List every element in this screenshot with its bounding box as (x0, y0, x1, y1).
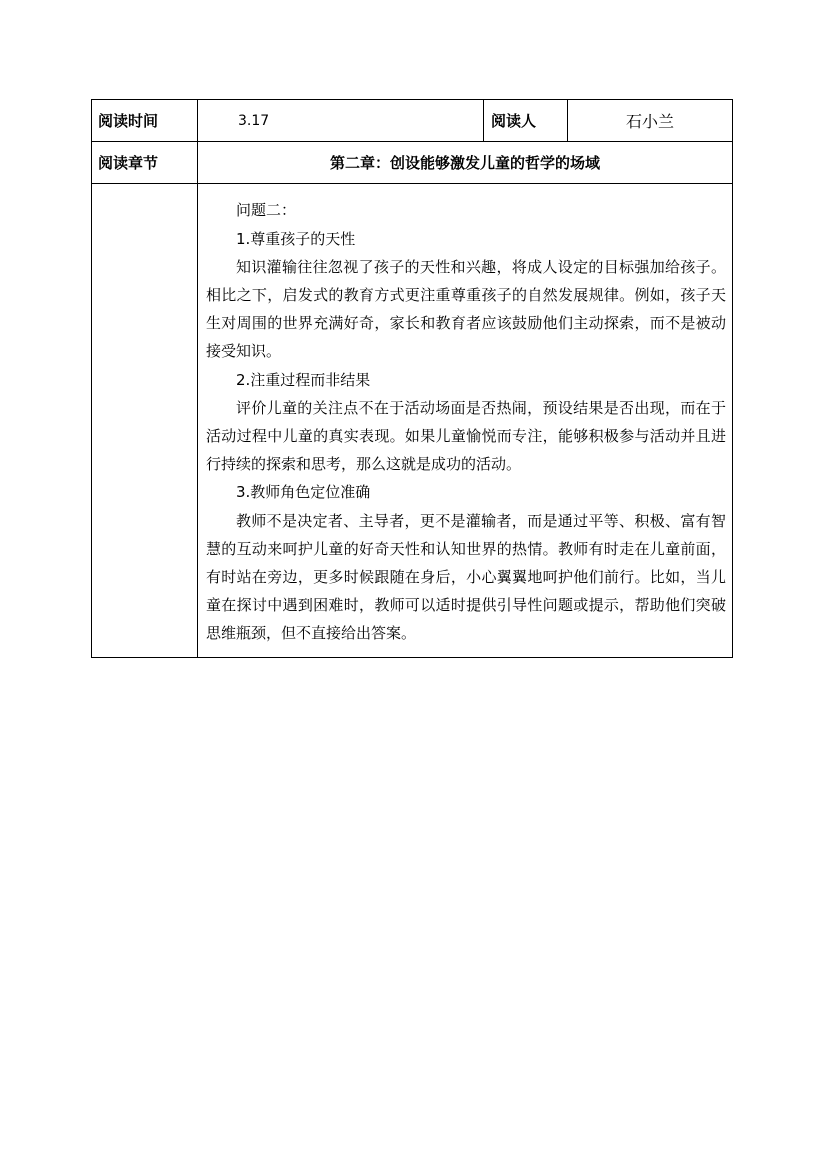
time-row (92, 100, 733, 142)
section-paragraph: 知识灌输往往忽视了孩子的天性和兴趣，将成人设定的目标强加给孩子。相比之下，启发式的教育方式更注重尊重孩子的自然发展规律。例如，孩子天生对周围的世界充满好奇，家长和教育者应该鼓励他们主动探索，而不是被动接受知识。 (206, 257, 726, 361)
chapter-title: 第二章：创设能够激发儿童的哲学的场域 (198, 142, 733, 184)
reading-record-table (91, 99, 733, 658)
reader-name: 石小兰 (568, 100, 733, 142)
section-heading: 3.教师角色定位准确 (236, 483, 371, 502)
section-heading: 1.尊重孩子的天性 (236, 229, 356, 248)
section-heading: 2.注重过程而非结果 (236, 370, 371, 389)
section-paragraph: 评价儿童的关注点不在于活动场面是否热闹，预设结果是否出现，而在于活动过程中儿童的真实表现。如果儿童愉悦而专注，能够积极参与活动并且进行持续的探索和思考，那么这就是成功的活动。 (206, 398, 726, 474)
notes-row (92, 184, 733, 658)
time-label: 阅读时间 (92, 100, 198, 142)
chapter-label: 阅读章节 (92, 142, 198, 184)
notes-label (92, 184, 198, 658)
notes-cell (198, 184, 733, 658)
reader-label: 阅读人 (484, 100, 568, 142)
notes-content (198, 193, 732, 647)
time-value: 3.17 (198, 100, 484, 142)
question-heading: 问题二： (236, 201, 297, 220)
section-paragraph: 教师不是决定者、主导者，更不是灌输者，而是通过平等、积极、富有智慧的互动来呵护儿童的好奇天性和认知世界的热情。教师有时走在儿童前面，有时站在旁边，更多时候跟随在身后，小心翼翼地呵护他们前行。比如，当儿童在探讨中遇到困难时，教师可以适时提供引导性问题或提示，帮助他们突破思维瓶颈，但不直接给出答案。 (206, 511, 726, 643)
chapter-row (92, 142, 733, 184)
